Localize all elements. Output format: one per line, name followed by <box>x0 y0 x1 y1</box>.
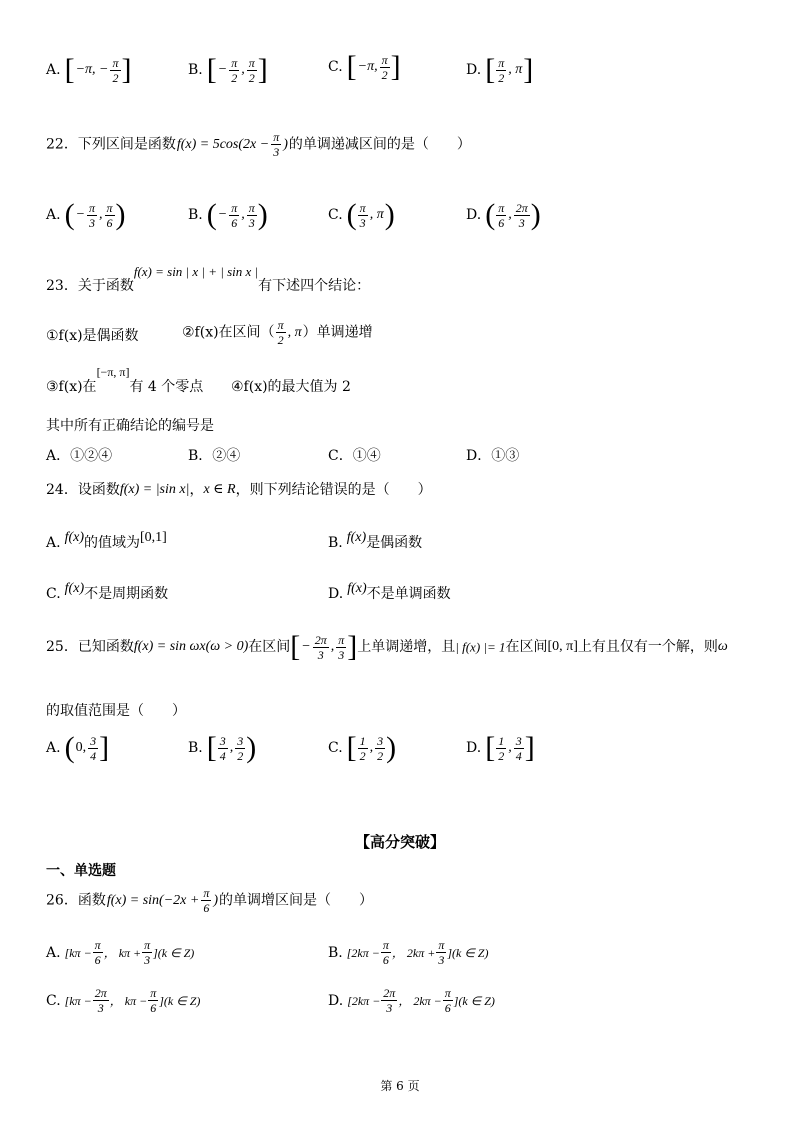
q21-option-c: C. [ −π, $\frac{\pi}{2}$ ] <box>328 50 401 83</box>
subsection-title: 一、单选题 <box>46 863 116 879</box>
q26-option-d: D. [2kπ − $\frac{2\pi}{3}$ ， 2kπ − $\frac{\pi}{6}$ ](k ∈ Z) <box>328 986 495 1015</box>
q23-ask: 其中所有正确结论的编号是 <box>46 418 214 434</box>
q25-option-a: A. ( 0, $\frac{3}{4}$ ] <box>46 731 110 764</box>
q25-option-c: C. [ $\frac{1}{2}$ , $\frac{3}{2}$ ) <box>328 731 397 764</box>
q23-option-c: C．①④ <box>328 448 381 464</box>
q23-option-a: A．①②④ <box>46 448 113 464</box>
q23-option-b: B．②④ <box>188 448 241 464</box>
q24-option-b: B. f(x)是偶函数 <box>328 530 423 551</box>
q26-stem: 26．函数 f(x) = sin(−2x + $\frac{\pi}{6}$ ) 的单调增区间是（ ） <box>46 886 373 915</box>
q22-option-b: B. ( − $\frac{\pi}{6}$ , $\frac{\pi}{3}$ ) <box>188 198 268 231</box>
q25-option-d: D. [ $\frac{1}{2}$ , $\frac{3}{4}$ ] <box>466 731 535 764</box>
q25-stem: 25．已知函数f(x) = sin ωx(ω > 0)在区间 [ − $\frac{2\pi}{3}$ , $\frac{\pi}{3}$ ] 上单调递增，且| f(x) |= 1在区间[0, π]上有且仅有一个解，则ω <box>46 630 728 663</box>
q24-option-a: A. f(x)的值域为[0,1] <box>46 530 167 551</box>
q25-stem-line2: 的取值范围是（ ） <box>46 703 186 719</box>
page-footer: 第 6 页 <box>380 1079 420 1093</box>
q26-option-a: A. [kπ − $\frac{\pi}{6}$ ， kπ + $\frac{\pi}{3}$ ](k ∈ Z) <box>46 938 195 967</box>
q22-stem: 22．下列区间是函数 f(x) = 5cos(2x − $\frac{\pi}{3}$ ) 的单调递减区间的是（ ） <box>46 130 471 159</box>
q23-conclusion-4: ④f(x)的最大值为 2 <box>231 379 351 395</box>
q26-option-c: C. [kπ − $\frac{2\pi}{3}$ ， kπ − $\frac{\pi}{6}$ ](k ∈ Z) <box>46 986 201 1015</box>
q23-conclusion-3: ③f(x)在[−π, π]有 4 个零点 <box>46 365 204 395</box>
q23-conclusion-2: ②f(x)在区间（ $\frac{\pi}{2}$ , π ）单调递增 <box>182 318 373 347</box>
q21-option-b: B. [ − $\frac{\pi}{2}$ , $\frac{\pi}{2}$ ] <box>188 53 268 86</box>
q23-option-d: D．①③ <box>466 448 520 464</box>
q22-option-a: A. ( − $\frac{\pi}{3}$ , $\frac{\pi}{6}$ ) <box>46 198 126 231</box>
q22-option-d: D. ( $\frac{\pi}{6}$ , $\frac{2\pi}{3}$ ) <box>466 198 541 231</box>
q21-option-a: A. [ −π, − $\frac{\pi}{2}$ ] <box>46 53 132 86</box>
q22-option-c: C. ( $\frac{\pi}{3}$ , π ) <box>328 198 395 231</box>
q24-option-d: D. f(x)不是单调函数 <box>328 581 451 602</box>
section-title: 【高分突破】 <box>354 833 445 851</box>
q24-option-c: C. f(x)不是周期函数 <box>46 581 169 602</box>
q24-stem: 24．设函数f(x) = |sin x|，x ∈ R，则下列结论错误的是（ ） <box>46 482 432 498</box>
q26-option-b: B. [2kπ − $\frac{\pi}{6}$ ， 2kπ + $\frac{\pi}{3}$ ](k ∈ Z) <box>328 938 489 967</box>
q23-func: 23．关于函数f(x) = sin | x | + | sin x |有下述四个结论： <box>46 264 371 294</box>
q21-option-d: D. [ $\frac{\pi}{2}$ , π ] <box>466 53 534 86</box>
q23-conclusion-1: ①f(x)是偶函数 <box>46 328 139 344</box>
q25-option-b: B. [ $\frac{3}{4}$ , $\frac{3}{2}$ ) <box>188 731 257 764</box>
